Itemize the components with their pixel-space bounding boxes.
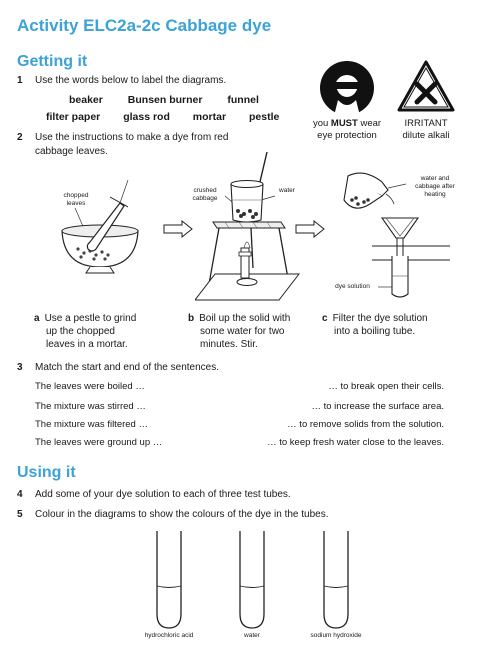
step-line: minutes. Stir. <box>200 339 258 350</box>
irritant-icon <box>397 60 455 114</box>
sentence-start: The leaves were boiled … <box>35 381 145 392</box>
filtration-diagram <box>330 160 450 305</box>
eye-protection-icon <box>316 60 378 116</box>
question-number: 4 <box>17 489 23 500</box>
word-glass-rod: glass rod <box>123 111 170 123</box>
question-4 <box>17 488 457 502</box>
question-number: 1 <box>17 75 23 86</box>
question-3 <box>17 361 317 375</box>
label-line: crushed <box>193 187 217 194</box>
hazard-text-line-2: eye protection <box>317 130 377 141</box>
word-beaker: beaker <box>69 94 103 106</box>
hazard-text-bold: MUST <box>330 118 358 129</box>
sentence-start: The mixture was stirred … <box>35 401 146 412</box>
step-letter: b <box>188 313 195 324</box>
step-a <box>34 312 174 351</box>
step-line: some water for two <box>200 326 285 337</box>
label-line: water and <box>420 175 450 182</box>
tube-label-water: water <box>244 632 260 639</box>
step-line: leaves in a mortar. <box>46 339 128 350</box>
question-number: 5 <box>17 509 23 520</box>
word-mortar: mortar <box>192 111 227 123</box>
tripod-heating-diagram <box>195 148 300 308</box>
question-text: Add some of your dye solution to each of three test tubes. <box>35 489 291 500</box>
mortar-pestle-diagram <box>50 175 155 275</box>
label-line: cabbage after <box>415 183 455 190</box>
arrow-right-icon <box>163 220 193 238</box>
sentence-end: … to break open their cells. <box>328 381 444 392</box>
step-line: Filter the dye solution <box>332 313 428 324</box>
label-dye-solution: dye solution <box>335 283 370 290</box>
word-pestle: pestle <box>248 111 280 123</box>
sentence-start: The leaves were ground up … <box>35 437 163 448</box>
word-funnel: funnel <box>227 94 259 106</box>
question-5 <box>17 508 457 522</box>
question-1 <box>17 74 307 88</box>
test-tube <box>154 530 184 630</box>
sentence-start: The mixture was filtered … <box>35 419 148 430</box>
question-text: Colour in the diagrams to show the colours of the dye in the tubes. <box>35 509 329 520</box>
question-text: Match the start and end of the sentences. <box>35 362 220 373</box>
section-heading-getting-it: Getting it <box>17 53 88 70</box>
label-water: water <box>279 187 295 194</box>
word-filter-paper: filter paper <box>46 111 101 123</box>
step-c <box>322 312 472 338</box>
word-bunsen-burner: Bunsen burner <box>127 94 203 106</box>
tube-label-sodium-hydroxide: sodium hydroxide <box>310 632 362 639</box>
section-heading-using-it: Using it <box>17 464 76 481</box>
question-number: 2 <box>17 132 23 143</box>
hazard-irritant-text <box>386 118 466 142</box>
sentence-end: … to remove solids from the solution. <box>287 419 444 430</box>
word-bank-row-1 <box>69 94 259 106</box>
label-line: chopped <box>63 192 89 199</box>
question-text: Use the words below to label the diagrams. <box>35 75 227 86</box>
label-line: heating <box>424 191 446 198</box>
step-line: into a boiling tube. <box>334 326 416 337</box>
step-line: up the chopped <box>46 326 115 337</box>
page-title: Activity ELC2a-2c Cabbage dye <box>17 16 272 35</box>
hazard-text-pre: you <box>312 118 331 129</box>
hazard-text-line-1: IRRITANT <box>404 118 448 129</box>
tube-label-hydrochloric-acid: hydrochloric acid <box>144 632 194 639</box>
label-line: cabbage <box>192 195 218 202</box>
test-tube <box>321 530 351 630</box>
word-bank-row-2 <box>46 111 279 123</box>
question-text-line-1: Use the instructions to make a dye from red <box>35 132 229 143</box>
label-line: leaves <box>66 200 86 207</box>
question-number: 3 <box>17 362 23 373</box>
step-letter: a <box>34 313 40 324</box>
sentence-end: … to increase the surface area. <box>311 401 444 412</box>
hazard-text-line-2: dilute alkali <box>402 130 450 141</box>
step-b <box>188 312 328 351</box>
sentence-end: … to keep fresh water close to the leaves. <box>267 437 444 448</box>
hazard-text-post: wear <box>357 118 382 129</box>
step-line: Boil up the solid with <box>199 313 291 324</box>
step-line: Use a pestle to grind <box>44 313 137 324</box>
test-tube <box>237 530 267 630</box>
question-text-line-2: cabbage leaves. <box>35 146 108 157</box>
step-letter: c <box>322 313 328 324</box>
